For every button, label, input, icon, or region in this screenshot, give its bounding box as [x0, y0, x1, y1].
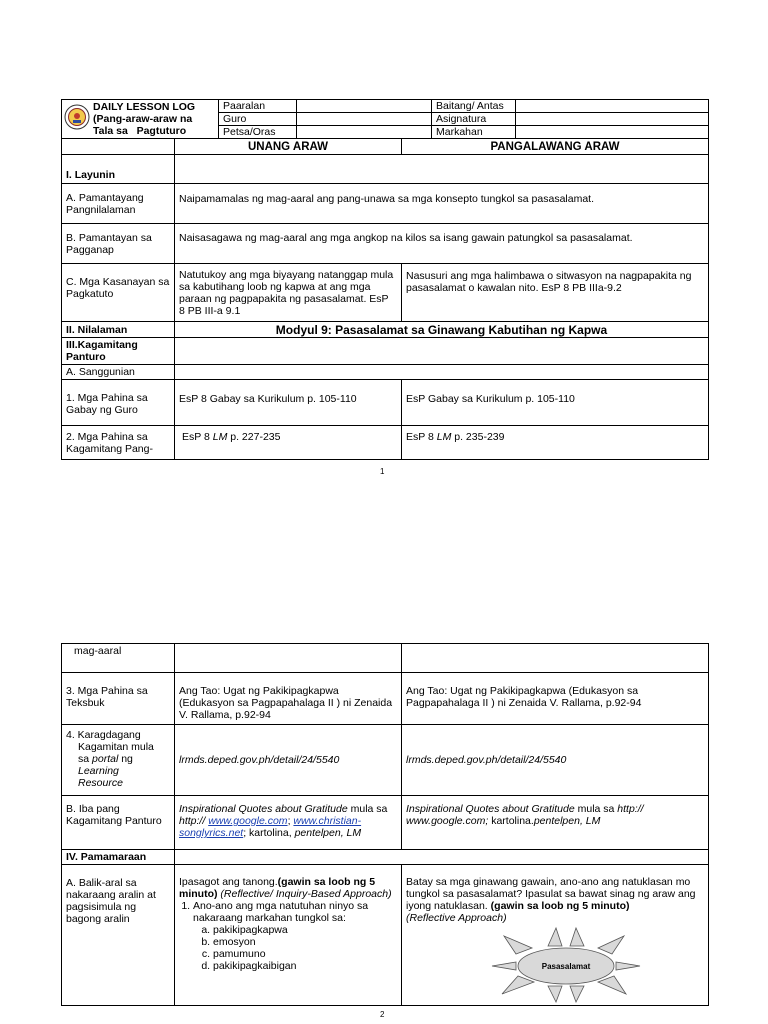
teksbuk-day1: Ang Tao: Ugat ng Pakikipagkapwa (Edukasyon sa Pagpapahalaga II ) ni Zenaida V. Rallama, p.92-94: [175, 673, 402, 725]
nilalaman-label: II. Nilalaman: [62, 322, 175, 338]
markahan-field[interactable]: [516, 126, 709, 139]
list-item: b. emosyon: [213, 936, 397, 948]
pamamaraan-label: IV. Pamamaraan: [62, 850, 175, 865]
guro-field[interactable]: [297, 113, 432, 126]
page-number-1: 1: [380, 467, 385, 476]
kagamitang-pang-label: 2. Mga Pahina sa Kagamitang Pang-: [62, 426, 175, 460]
christian-songlyrics-link[interactable]: www.christian-songlyrics.net: [179, 815, 362, 839]
lesson-table-page2: [61, 643, 709, 1006]
day1-header: UNANG ARAW: [175, 139, 402, 155]
lrmds-day1: lrmds.deped.gov.ph/detail/24/5540: [175, 725, 402, 796]
deped-seal-icon: [64, 103, 90, 131]
lm-pages-day2: EsP 8 LM p. 235-239: [402, 426, 709, 460]
lm-pages-day1: EsP 8 LM p. 227-235: [175, 426, 402, 460]
page-number-2: 2: [380, 1010, 385, 1019]
baitang-label: Baitang/ Antas: [432, 100, 516, 113]
petsa-field[interactable]: [297, 126, 432, 139]
gabay-guro-day1: EsP 8 Gabay sa Kurikulum p. 105-110: [175, 380, 402, 426]
pamantayang-text: Naipamamalas ng mag-aaral ang pang-unawa sa mga konsepto tungkol sa pasasalamat.: [175, 184, 709, 224]
balik-aral-questions: 1. Ano-ano ang mga natutuhan ninyo sa nakaraang markahan tungkol sa: a. pakikipagkapwa b. emosyon c. pamumuno d. pakikipagkaibigan: [179, 900, 397, 972]
pamantayang-label: A. Pamantayang Pangnilalaman: [62, 184, 175, 224]
teksbuk-label: 3. Mga Pahina sa Teksbuk: [62, 673, 175, 725]
balik-aral-day2: Batay sa mga ginawang gawain, ano-ano ang natuklasan mo tungkol sa pasasalamat? Ipasulat sa bawat sinag ng araw ang iyong natuklasan. (gawin sa loob ng 5 minuto) (Reflective Approach) Pasasalamat: [402, 865, 709, 1006]
petsa-label: Petsa/Oras: [219, 126, 297, 139]
gabay-guro-label: 1. Mga Pahina sa Gabay ng Guro: [62, 380, 175, 426]
sun-label: Pasasalamat: [541, 962, 591, 971]
google-link[interactable]: www.google.com: [208, 815, 288, 827]
balik-aral-day1: Ipasagot ang tanong.(gawin sa loob ng 5 minuto) (Reflective/ Inquiry-Based Approach) 1. Ano-ano ang mga natutuhan ninyo sa nakaraang markahan tungkol sa: a. pakikipagkapwa b. emosyon c. pamumuno d. pakikipagkaibigan: [175, 865, 402, 1006]
list-item: d. pakikipagkaibigan: [213, 960, 397, 972]
dll-subtitle-2: Tala sa Pagtuturo: [93, 125, 187, 137]
teksbuk-day2: Ang Tao: Ugat ng Pakikipagkapwa (Edukasyon sa Pagpapahalaga II ) ni Zenaida V. Rallama, p.92-94: [402, 673, 709, 725]
paaralan-label: Paaralan: [219, 100, 297, 113]
pagganap-text: Naisasagawa ng mag-aaral ang mga angkop na kilos sa isang gawain patungkol sa pasasalamat.: [175, 224, 709, 264]
lrmds-day2: lrmds.deped.gov.ph/detail/24/5540: [402, 725, 709, 796]
sun-diagram: [446, 924, 686, 1004]
pagganap-label: B. Pamantayan sa Pagganap: [62, 224, 175, 264]
day2-header: PANGALAWANG ARAW: [402, 139, 709, 155]
kasanayan-day1: Natutukoy ang mga biyayang natanggap mula sa kabutihang loob ng kapwa at ang mga paraan ng pagpapakita ng pasasalamat. EsP 8 PB III-a 9.1: [175, 264, 402, 322]
sanggunian-label: A. Sanggunian: [62, 365, 175, 380]
asignatura-label: Asignatura: [432, 113, 516, 126]
list-item: c. pamumuno: [213, 948, 397, 960]
iba-pang-day1: Inspirational Quotes about Gratitude mula sa http:// www.google.com; www.christian-songlyrics.net; kartolina, pentelpen, LM: [175, 796, 402, 850]
kasanayan-day2: Nasusuri ang mga halimbawa o sitwasyon na nagpapakita ng pasasalamat o kawalan nito. EsP 8 PB IIIa-9.2: [402, 264, 709, 322]
markahan-label: Markahan: [432, 126, 516, 139]
balik-aral-label: A. Balik-aral sa nakaraang aralin at pagsisimula ng bagong aralin: [62, 865, 175, 1006]
karagdagang-label: 4. Karagdagang Kagamitan mula sa portal ng Learning Resource: [62, 725, 175, 796]
logo-title-cell: [62, 100, 219, 139]
header-table: [61, 99, 709, 139]
iba-pang-label: B. Iba pang Kagamitang Panturo: [62, 796, 175, 850]
asignatura-field[interactable]: [516, 113, 709, 126]
layunin-label: I. Layunin: [62, 155, 175, 184]
kasanayan-label: C. Mga Kasanayan sa Pagkatuto: [62, 264, 175, 322]
gabay-guro-day2: EsP Gabay sa Kurikulum p. 105-110: [402, 380, 709, 426]
mag-aaral-cont: mag-aaral: [62, 644, 175, 673]
dll-subtitle-1: (Pang-araw-araw na: [93, 113, 193, 125]
guro-label: Guro: [219, 113, 297, 126]
kagamitan-label: III.Kagamitang Panturo: [62, 338, 175, 365]
modyul-title: Modyul 9: Pasasalamat sa Ginawang Kabutihan ng Kapwa: [175, 322, 709, 338]
topic-list: [193, 924, 397, 972]
baitang-field[interactable]: [516, 100, 709, 113]
iba-pang-day2: Inspirational Quotes about Gratitude mula sa http:// www.google.com; kartolina.pentelpen, LM: [402, 796, 709, 850]
list-item: a. pakikipagkapwa: [213, 924, 397, 936]
paaralan-field[interactable]: [297, 100, 432, 113]
dll-title: DAILY LESSON LOG: [93, 101, 196, 113]
lesson-table-page1: [61, 138, 709, 460]
